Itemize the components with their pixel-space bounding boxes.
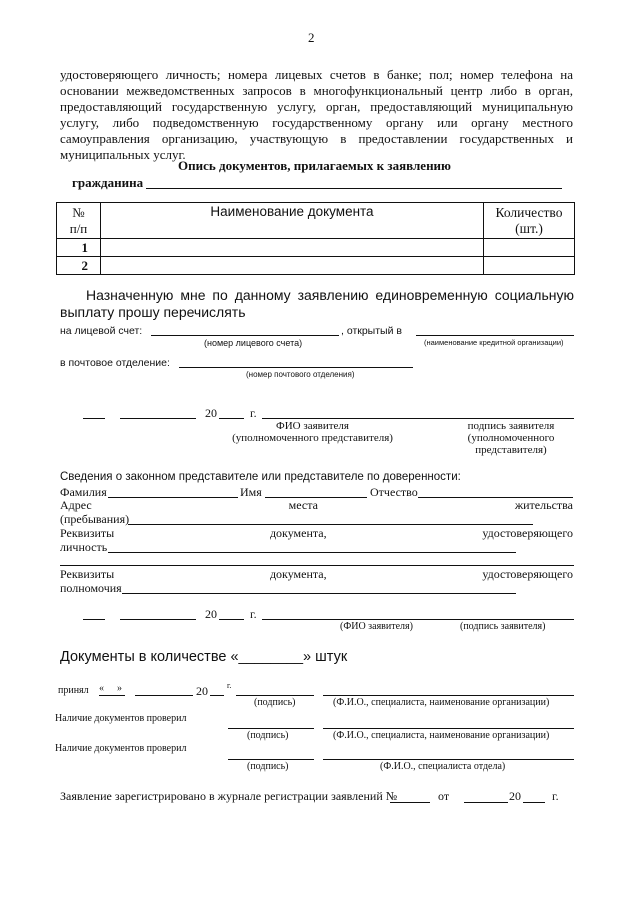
year-prefix: 20 bbox=[205, 406, 217, 420]
representative-heading: Сведения о законном представителе или представителе по доверенности: bbox=[60, 471, 461, 483]
year-prefix: 20 bbox=[205, 607, 217, 621]
fio-signature-line[interactable] bbox=[262, 619, 574, 620]
intro-paragraph bbox=[60, 67, 573, 163]
id-doc-cont: личность bbox=[60, 540, 108, 554]
intro-line: удостоверяющего личность; номера лицевых счетов в банке; пол; номер телефона на bbox=[60, 67, 573, 82]
quote-close: » bbox=[117, 683, 122, 694]
signature-caption: (подпись заявителя) bbox=[460, 621, 546, 632]
signature-caption: (подпись) bbox=[247, 730, 289, 741]
row-name-cell[interactable] bbox=[101, 257, 484, 275]
registration-number-line[interactable] bbox=[390, 802, 430, 803]
surname-label: Фамилия bbox=[60, 485, 107, 499]
checked-label: Наличие документов проверил bbox=[55, 743, 187, 754]
documents-table bbox=[56, 202, 575, 275]
account-label: на лицевой счет: bbox=[60, 325, 143, 337]
signature-caption: (подпись) bbox=[247, 761, 289, 772]
day-line[interactable] bbox=[83, 418, 105, 419]
row-name-cell[interactable] bbox=[101, 239, 484, 257]
post-label: в почтовое отделение: bbox=[60, 357, 170, 369]
intro-line: основании межведомственных запросов в многофункциональный центр либо в орган, bbox=[60, 83, 573, 98]
inventory-title: Опись документов, прилагаемых к заявлению bbox=[178, 158, 451, 173]
specialist-caption: (Ф.И.О., специалиста, наименование организации) bbox=[333, 730, 550, 741]
year-suffix: г. bbox=[250, 607, 257, 621]
table-row bbox=[57, 239, 575, 257]
table-row bbox=[57, 257, 575, 275]
col-qty-header: Количество (шт.) bbox=[484, 203, 575, 239]
authority-doc-row: Реквизиты документа, удостоверяющего bbox=[60, 567, 573, 581]
year-line[interactable] bbox=[523, 802, 545, 803]
year-suffix: г. bbox=[227, 681, 232, 690]
signature-line[interactable] bbox=[228, 728, 314, 729]
checked-label: Наличие документов проверил bbox=[55, 713, 187, 724]
col-num-header: № п/п bbox=[57, 203, 101, 239]
year-prefix: 20 bbox=[196, 684, 208, 698]
id-doc-extra-line[interactable] bbox=[60, 565, 574, 566]
specialist-caption: (Ф.И.О., специалиста, наименование организации) bbox=[333, 697, 550, 708]
intro-line: муниципальных услуг. bbox=[60, 147, 186, 162]
year-line[interactable] bbox=[210, 695, 224, 696]
citizen-label: гражданина bbox=[72, 175, 144, 190]
specialist-line[interactable] bbox=[323, 728, 574, 729]
intro-line: предоставляющий государственную услугу, орган, предоставляющий муниципальную bbox=[60, 99, 573, 114]
page-number: 2 bbox=[308, 30, 315, 45]
name-label: Имя bbox=[240, 485, 262, 499]
post-office-line[interactable] bbox=[179, 367, 413, 368]
signature-line[interactable] bbox=[228, 759, 314, 760]
day-line[interactable] bbox=[83, 619, 105, 620]
patronymic-label: Отчество bbox=[370, 485, 418, 499]
month-line[interactable] bbox=[120, 619, 196, 620]
payment-line-2: выплату прошу перечислять bbox=[60, 304, 246, 320]
signature-caption: подпись заявителя (уполномоченного представителя) bbox=[467, 420, 555, 456]
registration-from: от bbox=[438, 789, 450, 803]
day-line[interactable] bbox=[99, 695, 125, 696]
post-caption: (номер почтового отделения) bbox=[246, 370, 355, 379]
address-cont: (пребывания) bbox=[60, 512, 130, 526]
intro-line: самоуправления организацию, участвующую в предоставлении государственных и bbox=[60, 131, 573, 146]
payment-line-1: Назначенную мне по данному заявлению единовременную социальную bbox=[86, 287, 574, 303]
specialist-caption: (Ф.И.О., специалиста отдела) bbox=[380, 761, 506, 772]
address-row: Адрес места жительства bbox=[60, 498, 573, 512]
id-doc-line[interactable] bbox=[108, 552, 516, 553]
documents-count: Документы в количестве «________» штук bbox=[60, 649, 348, 665]
row-num: 1 bbox=[57, 239, 101, 257]
authority-doc-line[interactable] bbox=[122, 593, 516, 594]
table-header-row bbox=[57, 203, 575, 239]
row-qty-cell[interactable] bbox=[484, 257, 575, 275]
signature-line[interactable] bbox=[236, 695, 314, 696]
fio-caption: ФИО заявителя (уполномоченного представителя) bbox=[232, 420, 393, 444]
quote-open: « bbox=[99, 683, 104, 694]
year-prefix: 20 bbox=[509, 789, 521, 803]
year-suffix: г. bbox=[250, 406, 257, 420]
authority-doc-cont: полномочия bbox=[60, 581, 122, 595]
year-line[interactable] bbox=[219, 418, 244, 419]
intro-line: услугу, либо подведомственную государственному органу или органу местного bbox=[60, 115, 573, 130]
row-qty-cell[interactable] bbox=[484, 239, 575, 257]
fio-caption: (ФИО заявителя) bbox=[340, 621, 413, 632]
signature-caption: (подпись) bbox=[254, 697, 296, 708]
account-caption: (номер лицевого счета) bbox=[204, 338, 303, 348]
col-name-header: Наименование документа bbox=[101, 203, 484, 239]
id-doc-row: Реквизиты документа, удостоверяющего bbox=[60, 526, 573, 540]
year-line[interactable] bbox=[219, 619, 244, 620]
citizen-name-line[interactable] bbox=[146, 188, 562, 189]
year-suffix: г. bbox=[552, 789, 559, 803]
address-line[interactable] bbox=[128, 524, 533, 525]
specialist-line[interactable] bbox=[323, 695, 574, 696]
bank-name-line[interactable] bbox=[416, 335, 574, 336]
accepted-label: принял bbox=[58, 685, 89, 696]
bank-caption: (наименование кредитной организации) bbox=[424, 338, 564, 347]
account-number-line[interactable] bbox=[151, 335, 339, 336]
specialist-line[interactable] bbox=[323, 759, 574, 760]
month-line[interactable] bbox=[135, 695, 193, 696]
opened-label: , открытый в bbox=[341, 325, 402, 337]
registration-text: Заявление зарегистрировано в журнале регистрации заявлений № bbox=[60, 789, 398, 803]
row-num: 2 bbox=[57, 257, 101, 275]
fio-signature-line[interactable] bbox=[262, 418, 574, 419]
registration-date-line[interactable] bbox=[464, 802, 508, 803]
month-line[interactable] bbox=[120, 418, 196, 419]
